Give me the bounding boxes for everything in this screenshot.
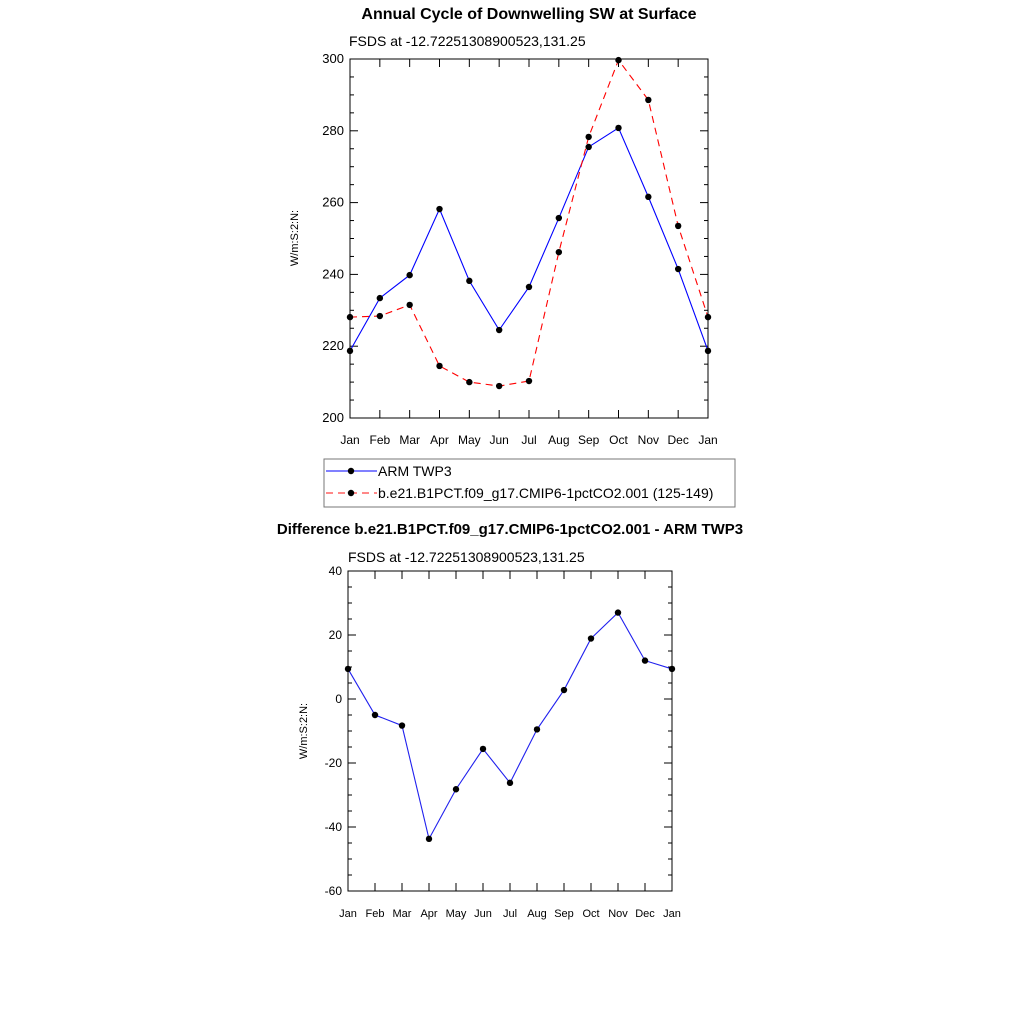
y-tick-label: 40: [328, 564, 342, 578]
y-tick-label: 240: [322, 266, 344, 282]
data-point: [645, 194, 651, 200]
plot-frame: [350, 59, 708, 418]
data-point: [496, 327, 502, 333]
x-tick-label: Sep: [577, 433, 600, 447]
x-tick-label: Jan: [340, 433, 360, 447]
data-point: [436, 206, 442, 212]
data-point: [347, 348, 353, 354]
y-tick-label: -20: [324, 756, 342, 770]
x-tick-label: May: [457, 433, 481, 447]
data-point: [585, 144, 591, 150]
data-point: [507, 780, 513, 786]
data-point: [669, 666, 675, 672]
y-tick-label: 260: [322, 194, 344, 210]
legend-marker-arm: [348, 468, 354, 474]
x-tick-label: Jan: [663, 908, 681, 920]
data-point: [377, 295, 383, 301]
data-point: [642, 657, 648, 663]
x-tick-label: Jul: [502, 908, 518, 920]
data-point: [453, 786, 459, 792]
y-tick-label: -60: [324, 884, 342, 898]
legend: [324, 459, 735, 507]
x-tick-label: Jan: [339, 908, 357, 920]
legend-label-arm: ARM TWP3: [378, 463, 452, 479]
legend-marker-model: [348, 490, 354, 496]
y-tick-label: 280: [322, 122, 344, 138]
x-tick-label: Apr: [420, 908, 438, 920]
top-chart-title: Annual Cycle of Downwelling SW at Surface: [361, 6, 697, 23]
data-point: [345, 666, 351, 672]
legend-label-model: b.e21.B1PCT.f09_g17.CMIP6-1pctCO2.001 (125-149): [378, 485, 714, 501]
top-chart-subtitle: FSDS at -12.72251308900523,131.25: [349, 33, 586, 49]
data-point: [556, 215, 562, 221]
data-point: [406, 272, 412, 278]
bottom-chart-title: Difference b.e21.B1PCT.f09_g17.CMIP6-1pctCO2.001 - ARM TWP3: [276, 521, 744, 538]
x-tick-label: Mar: [392, 908, 412, 920]
bottom-plot: [325, 564, 681, 920]
x-tick-label: Mar: [399, 433, 421, 447]
x-tick-label: Jun: [474, 908, 492, 920]
series-line-0: [348, 613, 672, 839]
top-plot: [322, 51, 717, 447]
x-tick-label: Dec: [667, 433, 689, 447]
x-tick-label: Nov: [637, 433, 660, 447]
data-point: [426, 836, 432, 842]
data-point: [466, 278, 472, 284]
series-line-0: [350, 128, 708, 351]
y-tick-label: 200: [322, 410, 344, 425]
data-point: [377, 313, 383, 319]
data-point: [347, 314, 353, 320]
x-tick-label: Jul: [521, 433, 537, 447]
x-tick-label: Apr: [430, 433, 449, 447]
data-point: [645, 97, 651, 103]
data-point: [372, 712, 378, 718]
data-point: [406, 302, 412, 308]
y-tick-label: 300: [322, 51, 344, 66]
bottom-chart-ylabel: W/m:S:2:N:: [298, 702, 310, 760]
data-point: [436, 363, 442, 369]
bottom-chart-subtitle: FSDS at -12.72251308900523,131.25: [348, 549, 585, 565]
x-tick-label: Nov: [608, 908, 628, 920]
data-point: [526, 284, 532, 290]
x-tick-label: Oct: [609, 433, 628, 447]
y-tick-label: 0: [335, 692, 342, 706]
data-point: [675, 266, 681, 272]
data-point: [526, 378, 532, 384]
x-tick-label: Jan: [698, 433, 718, 447]
data-point: [496, 383, 502, 389]
data-point: [561, 687, 567, 693]
series-line-1: [350, 60, 708, 386]
data-point: [705, 314, 711, 320]
x-tick-label: Aug: [548, 433, 570, 447]
x-tick-label: Feb: [365, 908, 385, 920]
x-tick-label: Oct: [582, 908, 600, 920]
data-point: [556, 249, 562, 255]
y-tick-label: 20: [328, 628, 342, 642]
top-chart-ylabel: W/m:S:2:N:: [289, 209, 301, 267]
data-point: [588, 635, 594, 641]
data-point: [399, 722, 405, 728]
data-point: [615, 609, 621, 615]
data-point: [466, 379, 472, 385]
x-tick-label: Jun: [489, 433, 509, 447]
data-point: [585, 134, 591, 140]
x-tick-label: May: [445, 908, 467, 920]
x-tick-label: Feb: [369, 433, 391, 447]
x-tick-label: Sep: [554, 908, 574, 920]
data-point: [534, 726, 540, 732]
y-tick-label: 220: [322, 338, 344, 354]
data-point: [705, 348, 711, 354]
data-point: [480, 746, 486, 752]
data-point: [675, 223, 681, 229]
y-tick-label: -40: [324, 820, 342, 834]
data-point: [615, 57, 621, 63]
x-tick-label: Dec: [635, 908, 655, 920]
plot-frame: [348, 571, 672, 891]
data-point: [615, 125, 621, 131]
x-tick-label: Aug: [527, 908, 547, 920]
